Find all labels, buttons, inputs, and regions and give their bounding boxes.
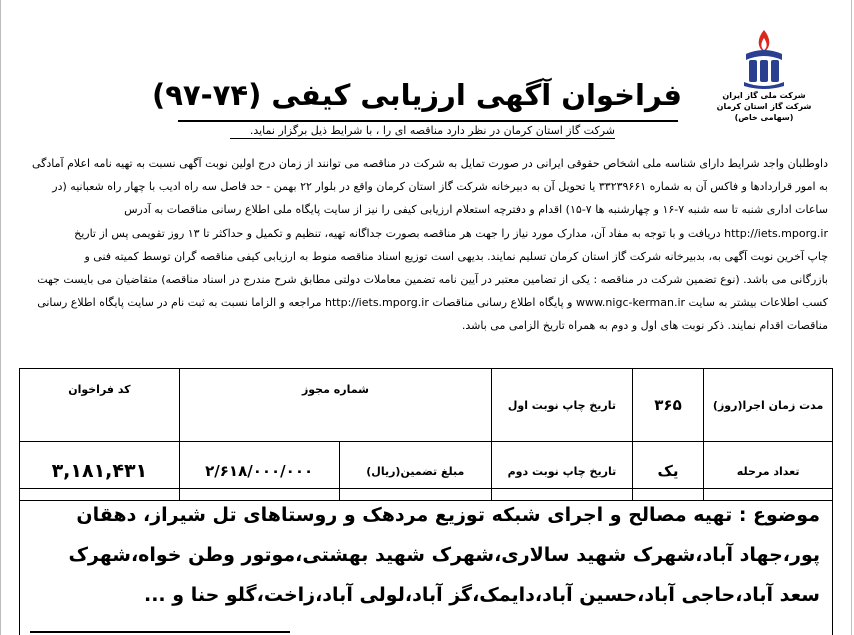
first-print-label: تاریخ چاپ نوبت اول (492, 369, 633, 442)
nigc-logo-icon (732, 26, 796, 90)
duration-label: مدت زمان اجرا(روز) (704, 369, 833, 442)
logo-line-1: شرکت ملی گاز ایران (722, 91, 806, 100)
body-line-6: بازرگانی می باشد. (نوع تضمین شرکت در مناقصه : یکی از تضامین معتبر در آیین نامه تضمین معاملات دولتی مطابق شرح مندرج در اسناد مناقصه) متقاضیان می بایست جهت (37, 272, 828, 286)
notice-title: فراخوان آگهی ارزیابی کیفی (۷۴-۹۷) (151, 78, 682, 112)
company-logo (716, 26, 812, 126)
second-print-label: تاریخ چاپ نوبت دوم (492, 442, 633, 501)
tender-info-table (19, 368, 833, 501)
title-underline (178, 120, 678, 122)
body-line-5: چاپ آخرین نوبت آگهی به، بدبیرخانه شرکت گاز استان کرمان تسلیم نمایند. بدیهی است توزیع اسناد مناقصه منوط به ارزیابی کیفی مناقصه گران توسط کمیته فنی و (84, 249, 828, 263)
stages-label: تعداد مرحله (704, 442, 833, 501)
body-line-4: http://iets.mporg.ir دریافت و با توجه به مفاد آن، مدارک مورد نیاز را جهت هر مناقصه بصورت جداگانه تهیه، تنظیم و تکمیل و حداکثر تا ۱۳ روز تقویمی پس از تاریخ (74, 226, 828, 240)
body-line-8: مناقصات اقدام نمایند. ذکر نوبت های اول و دوم به همراه تاریخ الزامی می باشد. (461, 319, 828, 333)
tender-subject: موضوع : تهیه مصالح و اجرای شبکه توزیع مردهک و روستاهای تل شیراز، دهقان پور،جهاد آباد،شهرک شهید سالاری،شهرک شهید بهشتی،موتور وطن خواه،شهرک سعد آباد،حاجی آباد،حسین آباد،دایمک،گز آباد،لولی آباد،زاخت،گلو حنا و ... (19, 488, 833, 635)
notice-subtitle: شرکت گاز استان کرمان در نظر دارد مناقصه ای را ، با شرایط ذیل برگزار نماید. (230, 124, 615, 139)
stages-value: یک (632, 442, 704, 501)
body-line-7: کسب اطلاعات بیشتر به سایت www.nigc-kerman.ir و پایگاه اطلاع رسانی مناقصات http://iets.mporg.ir مراجعه و الزاما نسبت به ثبت نام در سایت پایگاه اطلاع رسانی (37, 296, 828, 310)
guarantee-value: ۲/۶۱۸/۰۰۰/۰۰۰ (179, 442, 339, 501)
cropped-footer-text (30, 627, 290, 635)
notice-body (28, 152, 828, 338)
body-line-2: به امور قراردادها و فاکس آن به شماره ۳۳۲۳۹۶۶۱ یا تحویل آن به دبیرخانه شرکت گاز استان کرمان واقع در بلوار ۲۲ بهمن - حد فاصل سه راه ادیب با چهار راه شعبانیه (در (52, 180, 828, 194)
permit-label: شماره مجوز (179, 369, 491, 442)
logo-line-2: شرکت گاز استان کرمان (716, 102, 812, 111)
duration-value: ۳۶۵ (632, 369, 704, 442)
call-code-label: کد فراخوان (20, 369, 180, 442)
call-code-value: ۳,۱۸۱,۴۳۱ (20, 442, 180, 501)
table-row (20, 369, 833, 442)
guarantee-label: مبلغ تضمین(ریال) (339, 442, 492, 501)
logo-line-3: (سهامی خاص) (734, 113, 794, 122)
body-line-1: داوطلبان واجد شرایط دارای شناسه ملی اشخاص حقوقی ایرانی در صورت تمایل به شرکت در مناقصه می توانند از زمان درج اولین نوبت آگهی نسبت به تهیه نامه اعلام آمادگی (31, 157, 828, 170)
body-line-3: ساعات اداری شنبه تا سه شنبه ۷-۱۶ و چهارشنبه ها ۷-۱۵) اقدام و دفترچه استعلام ارزیابی کیفی را نیز از سایت پایگاه ملی اطلاع رسانی مناقصات به آدرس (124, 203, 828, 217)
